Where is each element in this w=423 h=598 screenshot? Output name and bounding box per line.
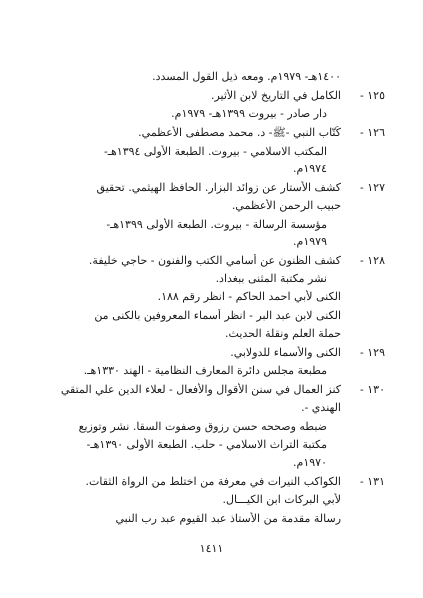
text-line: كُتّاب النبي -ﷺ- د. محمد مصطفى الأعظمي. [138,126,341,139]
entry-number: ١٢٨ - [360,254,385,267]
text-line: كشف الأستار عن زوائد البزار. الحافظ الهيثمي. تحقيق [96,181,341,194]
text-line: حملة العلم ونقلة الحديث. [225,327,341,340]
text-line: الهندي -. [301,401,341,414]
text-line: الكنى لابن عبد البر - انظر أسماء المعروفين بالكنى من [94,309,341,322]
entry-number: ١٢٥ - [360,89,385,102]
text-line: المكتب الاسلامي - بيروت. الطبعة الأولى ١٣٩٤هـ- [104,145,327,158]
entry-number: ١٢٧ - [360,181,385,194]
entry-number: ١٣٠ - [360,383,385,396]
text-line: ١٩٧٤م. [293,162,327,175]
text-line: رسالة مقدمة من الأستاذ عبد القيوم عبد رب النبي [115,512,341,525]
text-line: مؤسسة الرسالة - بيروت. الطبعة الأولى ١٣٩٩هـ- [106,218,327,231]
text-line: الكواكب النيرات في معرفة من اختلط من الرواة الثقات. [85,475,341,488]
text-line: مكتبة التراث الاسلامي - حلب. الطبعة الأولى ١٣٩٠هـ- [86,438,327,451]
text-line: نشر مكتبة المثنى ببغداد. [215,272,327,285]
text-line: كنز العمال في سنن الأقوال والأفعال - لعلاء الدين علي المتقي [60,383,341,396]
text-line: ١٩٧٠م. [293,456,327,469]
page-number: ١٤١١ [199,542,224,555]
text-line: الكنى والأسماء للدولابي. [230,346,341,359]
text-line: كشف الظنون عن أسامي الكتب والفنون - حاجي خليفة. [88,254,341,267]
text-line: ١٩٧٩م. [293,235,327,248]
text-line: ١٤٠٠هـ- ١٩٧٩م. ومعه ذيل القول المسدد. [152,70,341,83]
text-line: مطبعة مجلس دائرة المعارف النظامية - الهند ١٣٣٠هـ. [83,364,327,377]
text-line: ضبطه وصححه حسن رزوق وصفوت السقا. نشر وتوزيع [78,420,327,433]
text-line: حبيب الرحمن الأعظمي. [231,199,341,212]
text-line: الكنى لأبي احمد الحاكم - انظر رقم ١٨٨. [157,290,341,303]
entry-number: ١٣١ - [360,475,385,488]
entry-number: ١٢٦ - [360,126,385,139]
text-line: الكامل في التاريخ لابن الأثير. [210,89,341,102]
text-line: دار صادر - بيروت ١٣٩٩هـ- ١٩٧٩م. [171,107,327,120]
entry-number: ١٢٩ - [360,346,385,359]
text-line: لأبي البركات ابن الكيـــال. [222,493,341,506]
